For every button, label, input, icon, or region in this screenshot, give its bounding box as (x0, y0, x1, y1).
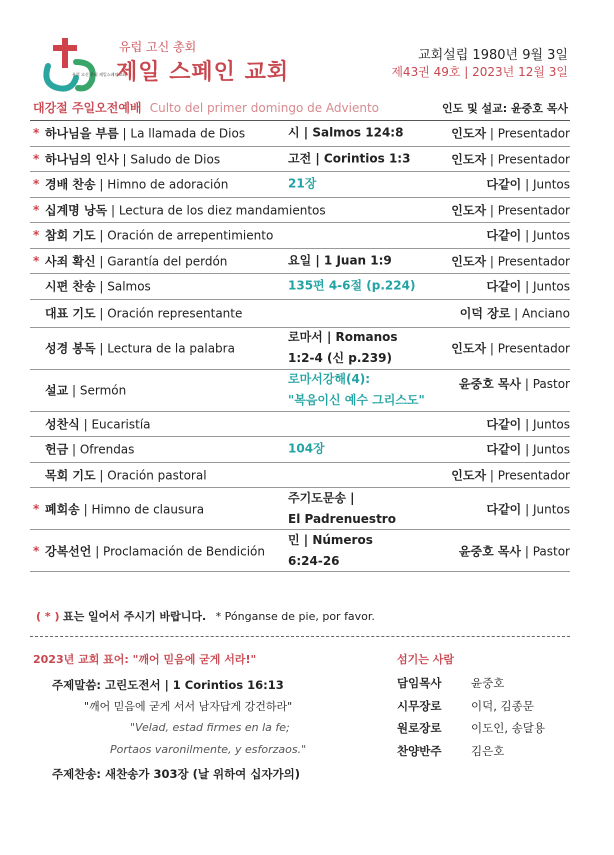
item-name-ko: 하나님의 인사 (45, 152, 119, 167)
staff-names: 이덕, 김종문 (471, 698, 534, 713)
role-es: Anciano (521, 306, 570, 321)
stand-star: * (33, 228, 40, 243)
verse-es-line2: Portaos varonilmente, y esforzaos." (110, 743, 307, 756)
item-reference (288, 369, 425, 411)
item-role (459, 375, 570, 392)
item-name-es: Sermón (79, 383, 127, 398)
role-ko: 인도자 (451, 203, 487, 218)
separator: | (95, 279, 108, 294)
item-name-es: Oración representante (107, 306, 243, 321)
established-date: 교회설립 1980년 9월 3일 (418, 48, 568, 63)
item-reference (288, 439, 325, 460)
role-es: Pastor (532, 544, 570, 558)
item-role (451, 466, 570, 483)
item-name-es: Proclamación de Bendición (103, 544, 265, 558)
item-name (45, 125, 245, 142)
staff-row (397, 695, 545, 718)
item-reference (288, 123, 403, 144)
separator: | (521, 177, 533, 192)
staff-list (397, 672, 545, 762)
issue-info: 제43권 49호 | 2023년 12월 3일 (391, 65, 568, 79)
item-role (486, 441, 570, 458)
separator: | (79, 417, 92, 432)
church-name: 제일 스페인 교회 (116, 60, 290, 85)
role-ko: 이덕 장로 (459, 306, 511, 321)
separator: | (95, 306, 108, 321)
item-name-es: Ofrendas (79, 442, 135, 457)
item-name-es: Lectura de la palabra (107, 341, 235, 356)
item-name-es: Himno de clausura (91, 502, 205, 516)
stand-star: * (33, 543, 40, 558)
staff-names: 이도인, 송달용 (471, 721, 545, 735)
org-name: 유럽 고신 총회 (119, 40, 197, 54)
reference-line: El Padrenuestro (288, 511, 396, 526)
church-logo (36, 36, 127, 94)
cross-icon (53, 38, 77, 68)
item-role (486, 227, 570, 244)
order-row (30, 300, 570, 328)
order-row (30, 223, 570, 249)
separator: | (79, 502, 92, 516)
item-role (451, 252, 570, 269)
item-reference (288, 530, 373, 572)
verse-ko: "깨어 믿음에 굳게 서서 남자답게 강건하라" (84, 700, 293, 713)
stand-star: * (33, 126, 40, 141)
verse-es-line1: "Velad, estad firmes en la fe; (130, 721, 290, 734)
section-divider (30, 636, 570, 637)
role-ko: 인도자 (451, 152, 487, 167)
item-name-ko: 설교 (45, 383, 69, 398)
item-reference (288, 327, 398, 369)
role-es: Juntos (532, 502, 570, 516)
item-name-ko: 시편 찬송 (45, 279, 96, 294)
role-es: Juntos (532, 228, 570, 243)
role-es: Presentador (497, 203, 570, 218)
order-row (30, 437, 570, 463)
reference-line: "복음이신 예수 그리스도" (288, 393, 425, 407)
reference-line: 1:2-4 (신 p.239) (288, 351, 392, 365)
item-name-ko: 하나님을 부름 (45, 126, 119, 141)
item-name (45, 176, 228, 193)
reference-line: 고전 | Corintios 1:3 (288, 151, 411, 166)
item-name-es: Garantía del perdón (107, 254, 228, 269)
service-leader: 인도 및 설교: 윤중호 목사 (442, 102, 568, 115)
role-es: Presentador (497, 152, 570, 167)
separator: | (521, 442, 533, 457)
role-es: Juntos (532, 442, 570, 457)
order-of-worship (30, 120, 570, 572)
staff-names: 김은호 (471, 743, 505, 758)
role-es: Pastor (532, 376, 570, 391)
separator: | (68, 442, 80, 457)
role-es: Presentador (497, 468, 570, 483)
reference-line: 로마서 | Romanos (288, 330, 398, 344)
separator: | (510, 306, 522, 321)
item-name-ko: 폐회송 (45, 502, 80, 516)
reference-line: 민 | Números (288, 532, 373, 547)
item-name (45, 278, 151, 295)
separator: | (118, 152, 131, 167)
item-name-ko: 성찬식 (45, 417, 80, 432)
item-name-ko: 성경 봉독 (45, 341, 96, 356)
item-name-es: Oración de arrepentimiento (107, 228, 274, 243)
order-row (30, 198, 570, 224)
stand-star: * (33, 501, 40, 516)
role-ko: 다같이 (486, 502, 522, 516)
item-role (451, 150, 570, 167)
item-role (486, 415, 570, 432)
separator: | (118, 126, 131, 141)
item-name (45, 305, 242, 322)
separator: | (486, 152, 498, 167)
staff-row (397, 717, 545, 740)
item-name-ko: 십계명 낭독 (45, 203, 108, 218)
separator: | (521, 544, 533, 558)
order-row (30, 370, 570, 412)
item-name (45, 441, 134, 458)
service-title-ko: 대강절 주일오전예배 (33, 101, 142, 115)
role-ko: 인도자 (451, 126, 487, 141)
note-star: ( * ) (36, 610, 60, 623)
role-ko: 윤중호 목사 (458, 376, 522, 391)
staff-role: 원로장로 (397, 721, 442, 735)
item-role (451, 125, 570, 142)
service-title-es: Culto del primer domingo de Adviento (149, 101, 379, 115)
order-row (30, 412, 570, 438)
separator: | (521, 417, 533, 432)
staff-row (397, 672, 545, 695)
item-role (451, 201, 570, 218)
separator: | (521, 502, 533, 516)
order-row (30, 328, 570, 370)
theme-hymn: 주제찬송: 새찬송가 303장 (날 위하여 십자가의) (52, 767, 300, 781)
item-name-es: Saludo de Dios (130, 152, 221, 167)
separator: | (521, 279, 533, 294)
staff-role: 담임목사 (397, 676, 442, 690)
role-ko: 인도자 (451, 341, 487, 356)
year-motto: 2023년 교회 표어: "깨어 믿음에 굳게 서라!" (33, 653, 257, 666)
reference-line: 21장 (288, 176, 317, 191)
note-ko: 표는 일어서 주시기 바랍니다. (62, 610, 207, 623)
item-name-es: Oración pastoral (107, 468, 207, 483)
role-es: Juntos (532, 279, 570, 294)
separator: | (95, 341, 108, 356)
role-es: Presentador (497, 341, 570, 356)
order-row (30, 274, 570, 300)
order-row (30, 147, 570, 173)
item-name-ko: 참회 기도 (45, 228, 96, 243)
staff-names: 윤중호 (471, 676, 505, 690)
item-reference (288, 148, 410, 169)
item-role (451, 340, 570, 357)
item-name (45, 500, 204, 517)
item-name-ko: 목회 기도 (45, 468, 96, 483)
role-ko: 다같이 (486, 279, 522, 294)
item-role (459, 542, 570, 559)
theme-verse: 주제말씀: 고린도전서 | 1 Corintios 16:13 (52, 678, 284, 692)
stand-star: * (33, 202, 40, 217)
separator: | (107, 203, 119, 218)
service-title (33, 99, 379, 116)
role-es: Presentador (497, 254, 570, 269)
stand-star: * (33, 177, 40, 192)
staff-role: 시무장로 (397, 698, 442, 713)
standing-note (36, 608, 375, 624)
order-row (30, 463, 570, 489)
item-name-ko: 사죄 확신 (45, 254, 96, 269)
role-ko: 다같이 (486, 177, 522, 192)
staff-role: 찬양반주 (397, 743, 442, 758)
order-row (30, 121, 570, 147)
item-name (45, 542, 265, 559)
order-row (30, 172, 570, 198)
separator: | (91, 544, 104, 558)
separator: | (95, 254, 108, 269)
reference-line: 로마서강해(4): (288, 372, 371, 386)
item-name (45, 150, 220, 167)
item-name (45, 466, 207, 483)
role-ko: 인도자 (451, 254, 487, 269)
stand-star: * (33, 151, 40, 166)
role-ko: 다같이 (486, 228, 522, 243)
staff-title: 섬기는 사람 (397, 653, 454, 666)
separator: | (486, 254, 498, 269)
item-reference (288, 276, 415, 297)
role-ko: 다같이 (486, 417, 522, 432)
item-name-es: La llamada de Dios (130, 126, 246, 141)
logo-swoosh-teal (46, 66, 76, 89)
order-row (30, 530, 570, 572)
item-reference (288, 250, 392, 271)
item-name (45, 382, 126, 399)
item-name (45, 227, 273, 244)
role-ko: 인도자 (451, 468, 487, 483)
role-es: Juntos (532, 177, 570, 192)
item-name (45, 201, 326, 218)
separator: | (95, 177, 108, 192)
separator: | (486, 468, 498, 483)
order-row (30, 488, 570, 530)
reference-line: 135편 4-6절 (p.224) (288, 278, 416, 293)
item-name-es: Himno de adoración (107, 177, 229, 192)
role-ko: 윤중호 목사 (458, 544, 522, 558)
reference-line: 6:24-26 (288, 553, 340, 568)
separator: | (95, 468, 108, 483)
separator: | (486, 203, 498, 218)
item-name-ko: 강복선언 (45, 544, 92, 558)
reference-line: 요일 | 1 Juan 1:9 (288, 253, 392, 268)
role-ko: 다같이 (486, 442, 522, 457)
item-reference (288, 488, 396, 530)
separator: | (68, 383, 80, 398)
item-role (460, 305, 570, 322)
item-name (45, 415, 151, 432)
note-es: * Pónganse de pie, por favor. (215, 610, 375, 623)
reference-line: 시 | Salmos 124:8 (288, 125, 404, 140)
item-name-ko: 대표 기도 (45, 306, 96, 321)
staff-row (397, 740, 545, 763)
item-name-ko: 헌금 (45, 442, 69, 457)
stand-star: * (33, 253, 40, 268)
item-name-ko: 경배 찬송 (45, 177, 96, 192)
item-reference (288, 174, 316, 195)
separator: | (521, 376, 533, 391)
separator: | (486, 341, 498, 356)
reference-line: 주기도문송 | (288, 490, 355, 505)
role-es: Presentador (497, 126, 570, 141)
role-es: Juntos (532, 417, 570, 432)
item-name (45, 252, 227, 269)
item-role (486, 176, 570, 193)
separator: | (486, 126, 498, 141)
item-role (486, 500, 570, 517)
item-role (486, 278, 570, 295)
reference-line: 104장 (288, 441, 325, 456)
item-name-es: Eucaristía (91, 417, 151, 432)
item-name-es: Salmos (107, 279, 151, 294)
order-row (30, 249, 570, 275)
item-name (45, 340, 235, 357)
separator: | (95, 228, 108, 243)
logo-text: 유럽 고신 총회 제일스페인교회 (72, 72, 127, 77)
item-name-es: Lectura de los diez mandamientos (118, 203, 326, 218)
separator: | (521, 228, 533, 243)
